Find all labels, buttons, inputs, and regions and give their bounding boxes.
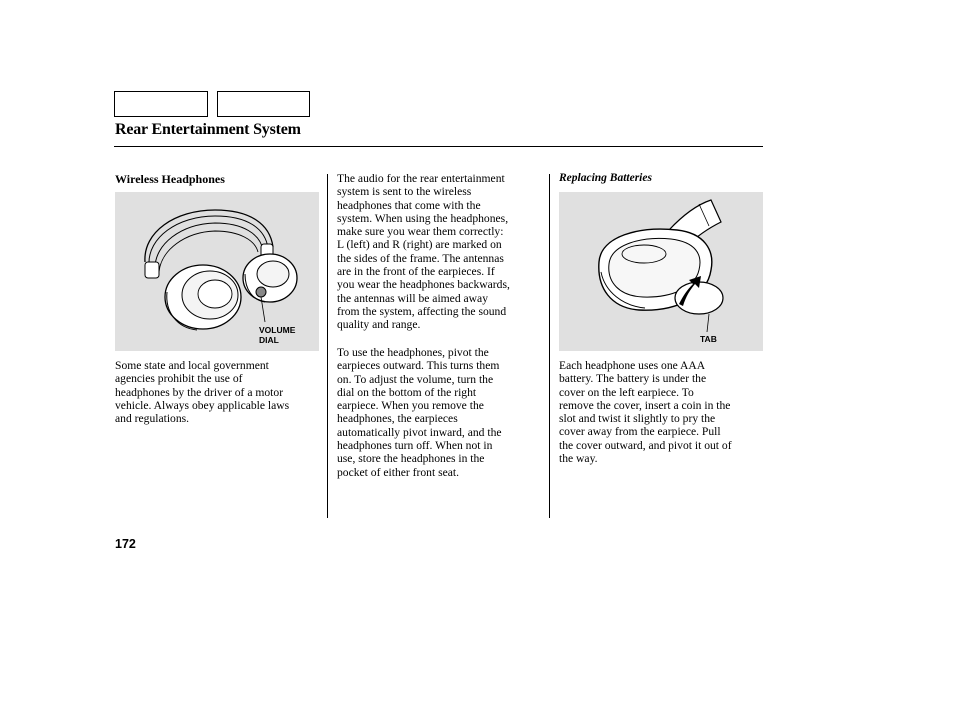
middle-paragraph-1 — [337, 172, 547, 332]
text-line: headphones turn off. When not in — [337, 439, 493, 453]
text-line: use, store the headphones in the — [337, 452, 485, 466]
text-line: cover away from the earpiece. Pull — [559, 425, 721, 439]
text-line: and regulations. — [115, 412, 190, 426]
section-heading-wireless-headphones: Wireless Headphones — [115, 172, 225, 186]
right-body-text — [559, 359, 765, 465]
nav-tab-1[interactable] — [114, 91, 208, 117]
battery-cover-icon — [559, 192, 763, 351]
text-line: Each headphone uses one AAA — [559, 359, 706, 372]
page-number: 172 — [115, 537, 136, 551]
text-line: quality and range. — [337, 318, 421, 332]
text-line: remove the cover, insert a coin in the — [559, 398, 731, 412]
text-line: system. When using the headphones, — [337, 211, 509, 225]
text-line: Some state and local government — [115, 359, 269, 372]
text-line: are in the front of the earpieces. If — [337, 265, 495, 279]
nav-tab-2[interactable] — [217, 91, 310, 117]
text-line: the antennas will be aimed away — [337, 291, 488, 305]
text-line: battery. The battery is under the — [559, 372, 707, 386]
left-body-text — [115, 359, 321, 425]
text-line: headphones by the driver of a motor — [115, 385, 284, 399]
text-line: dial on the bottom of the right — [337, 385, 477, 399]
text-line: earpieces outward. This turns them — [337, 359, 500, 373]
text-line: cover on the left earpiece. To — [559, 385, 694, 399]
text-line: on. To adjust the volume, turn the — [337, 372, 494, 386]
text-line: agencies prohibit the use of — [115, 372, 243, 386]
text-line: system is sent to the wireless — [337, 185, 472, 199]
battery-cover-figure — [559, 192, 763, 351]
column-divider-left — [327, 174, 328, 518]
text-line: the sides of the frame. The antennas — [337, 251, 504, 265]
text-line: slot and twist it slightly to pry the — [559, 412, 716, 426]
text-line: headphones, the earpieces — [337, 412, 458, 426]
middle-paragraph-2 — [337, 346, 547, 479]
title-divider — [114, 146, 763, 147]
text-line: earpiece. When you remove the — [337, 399, 484, 413]
text-line: make sure you wear them correctly: — [337, 225, 504, 239]
volume-label: VOLUME — [259, 325, 296, 335]
text-line: vehicle. Always obey applicable laws — [115, 398, 290, 412]
column-divider-right — [549, 174, 550, 518]
page-title: Rear Entertainment System — [115, 121, 301, 138]
text-line: automatically pivot inward, and the — [337, 425, 502, 439]
tab-label: TAB — [700, 334, 717, 344]
text-line: from the system, affecting the sound — [337, 304, 507, 318]
text-line: you wear the headphones backwards, — [337, 278, 510, 292]
text-line: the cover outward, and pivot it out of — [559, 438, 732, 452]
text-line: L (left) and R (right) are marked on — [337, 238, 502, 252]
section-heading-replacing-batteries: Replacing Batteries — [559, 172, 652, 184]
text-line: To use the headphones, pivot the — [337, 346, 489, 359]
dial-label: DIAL — [259, 335, 279, 345]
text-line: the way. — [559, 452, 598, 466]
text-line: The audio for the rear entertainment — [337, 172, 505, 185]
text-line: headphones that come with the — [337, 198, 481, 212]
text-line: pocket of either front seat. — [337, 465, 460, 479]
